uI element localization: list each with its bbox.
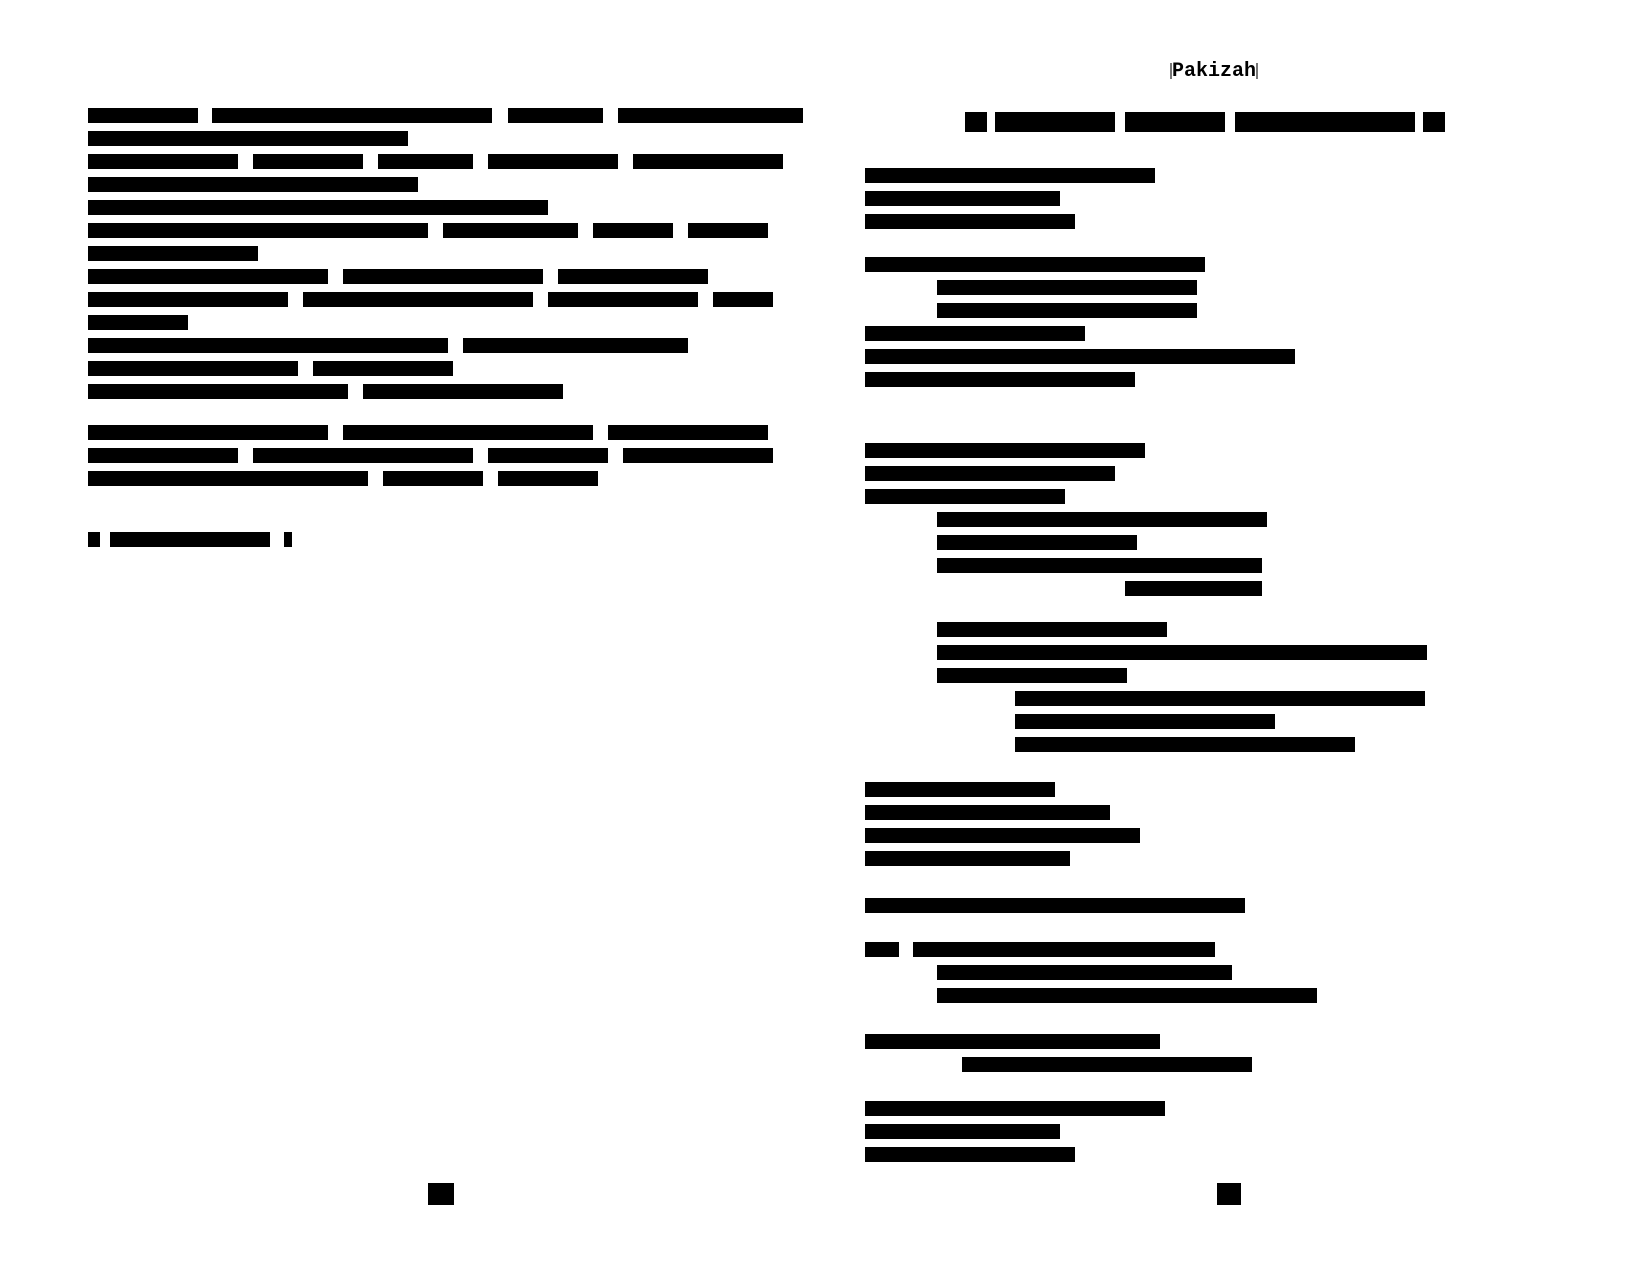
poem-title xyxy=(965,112,1465,140)
stanza-9 xyxy=(865,1101,1465,1170)
redacted-line xyxy=(88,361,768,376)
stanza-4 xyxy=(865,622,1465,760)
redacted-line xyxy=(865,214,1465,229)
redacted-line xyxy=(865,326,1465,341)
left-paragraph-3 xyxy=(88,532,388,555)
redacted-line xyxy=(865,988,1465,1003)
redacted-line xyxy=(88,200,768,215)
left-paragraph-1 xyxy=(88,108,768,407)
redacted-line xyxy=(88,246,768,261)
redacted-line xyxy=(865,714,1465,729)
redacted-line xyxy=(865,691,1465,706)
redacted-line xyxy=(88,223,768,238)
redacted-line xyxy=(88,384,768,399)
redacted-line xyxy=(88,448,788,463)
redacted-line xyxy=(865,805,1465,820)
redacted-line xyxy=(88,269,768,284)
redacted-line xyxy=(865,489,1465,504)
redacted-line xyxy=(865,349,1465,364)
stanza-6 xyxy=(865,898,1465,921)
redacted-line xyxy=(88,471,788,486)
stanza-7 xyxy=(865,942,1465,1011)
redacted-line xyxy=(865,558,1465,573)
redacted-line xyxy=(865,782,1465,797)
redacted-line xyxy=(865,668,1465,683)
redacted-line xyxy=(865,1101,1465,1116)
right-page-number xyxy=(1217,1183,1241,1205)
redacted-line xyxy=(88,292,768,307)
redacted-line xyxy=(865,645,1465,660)
redacted-line xyxy=(865,168,1465,183)
right-page xyxy=(825,0,1650,1275)
redacted-line xyxy=(865,443,1465,458)
redacted-line xyxy=(88,425,788,440)
running-head-text: Pakizah xyxy=(1172,60,1257,83)
redacted-line xyxy=(865,581,1465,596)
redacted-line xyxy=(865,466,1465,481)
redacted-line xyxy=(865,512,1465,527)
stanza-5 xyxy=(865,782,1465,874)
redacted-line xyxy=(865,1057,1465,1072)
redacted-line xyxy=(865,965,1465,980)
redacted-line xyxy=(865,898,1465,913)
redacted-line xyxy=(865,191,1465,206)
stanza-8 xyxy=(865,1034,1465,1080)
redacted-line xyxy=(88,154,768,169)
redacted-line xyxy=(865,942,1465,957)
redacted-line xyxy=(865,1034,1465,1049)
redacted-line xyxy=(865,828,1465,843)
redacted-line xyxy=(865,1124,1465,1139)
redacted-line xyxy=(865,372,1465,387)
redacted-line xyxy=(88,131,768,146)
redacted-line xyxy=(865,851,1465,866)
redacted-line xyxy=(965,112,1465,132)
redacted-line xyxy=(865,257,1465,272)
running-head xyxy=(1170,60,1258,83)
running-head-mark xyxy=(1256,63,1258,79)
redacted-line xyxy=(88,532,388,547)
redacted-line xyxy=(865,303,1465,318)
left-paragraph-2 xyxy=(88,425,788,494)
redacted-line xyxy=(88,338,768,353)
redacted-line xyxy=(865,622,1465,637)
redacted-line xyxy=(865,535,1465,550)
stanza-3 xyxy=(865,443,1465,604)
redacted-line xyxy=(865,1147,1465,1162)
redacted-line xyxy=(88,177,768,192)
redacted-line xyxy=(865,280,1465,295)
redacted-line xyxy=(865,737,1465,752)
stanza-2 xyxy=(865,257,1465,395)
redacted-line xyxy=(88,108,768,123)
stanza-1 xyxy=(865,168,1465,237)
redacted-line xyxy=(88,315,768,330)
left-page-number xyxy=(428,1183,454,1205)
